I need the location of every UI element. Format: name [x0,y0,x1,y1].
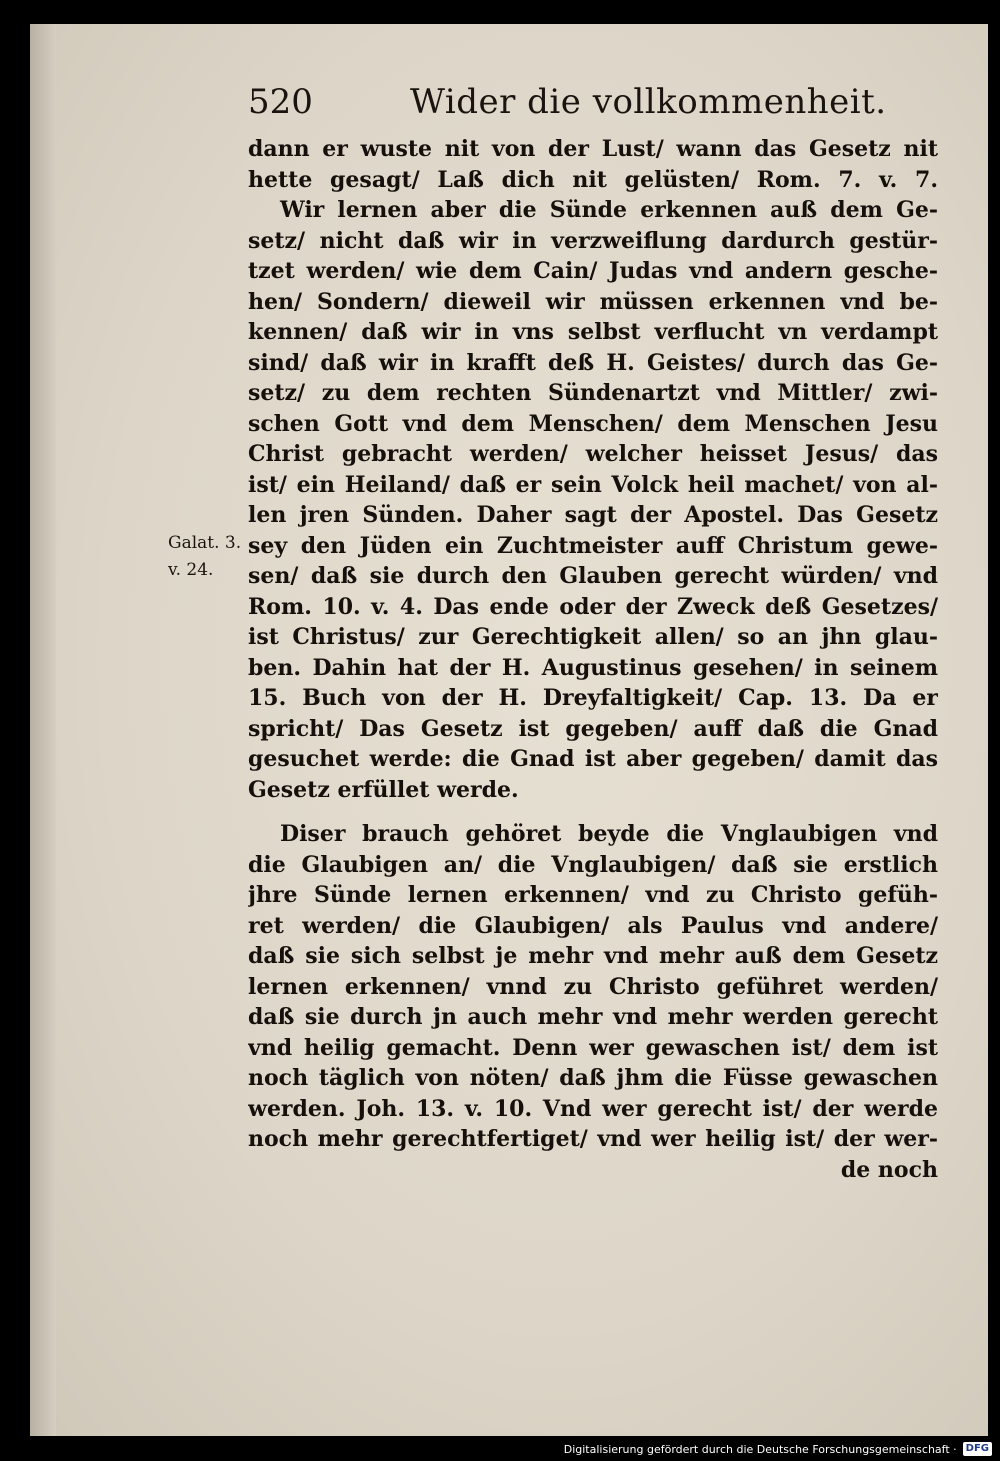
text-line: Diser brauch gehöret beyde die Vnglaubigen vnd [280,821,938,847]
text-line: hette gesagt/ Laß dich nit gelüsten/ Rom. 7. v. 7. [248,166,938,193]
catchword: de noch [840,1156,938,1183]
text-line: schen Gott vnd dem Menschen/ dem Menschen Jesu [248,410,938,437]
marginal-note [168,530,241,584]
text-line: 15. Buch von der H. Dreyfaltigkeit/ Cap. 13. Da er [248,685,938,711]
text-line: sind/ daß wir in krafft deß H. Geistes/ durch das Ge- [248,349,938,376]
text-line: noch mehr gerechtfertiget/ vnd wer heilig ist/ der wer- [248,1126,938,1152]
text-line: Rom. 10. v. 4. Das ende oder der Zweck deß Gesetzes/ [248,593,938,620]
text-line: sey den Jüden ein Zuchtmeister auff Christum gewe- [248,532,938,559]
credit-text: Digitalisierung gefördert durch die Deutsche Forschungsgemeinschaft · [563,1442,957,1456]
text-line: gesuchet werde: die Gnad ist aber gegeben/ damit das [248,746,938,772]
text-line: Wir lernen aber die Sünde erkennen auß dem Ge- [280,197,938,223]
text-line: daß sie durch jn auch mehr vnd mehr werden gerecht [248,1004,938,1030]
page-number: 520 [248,82,313,122]
text-line: vnd heilig gemacht. Denn wer gewaschen ist/ dem ist [248,1034,938,1061]
running-head: Wider die vollkommenheit. [410,82,887,122]
body-text [248,134,938,1185]
text-line: ist Christus/ zur Gerechtigkeit allen/ so an jhn glau- [248,624,938,650]
text-line: noch täglich von nöten/ daß jhm die Füsse gewaschen [248,1065,938,1091]
text-line: setz/ nicht daß wir in verzweiflung dardurch gestür- [248,227,938,254]
text-line: kennen/ daß wir in vns selbst verflucht vn verdampt [248,319,938,345]
text-line: daß sie sich selbst je mehr vnd mehr auß dem Gesetz [248,943,938,969]
text-line: die Glaubigen an/ die Vnglaubigen/ daß sie erstlich [248,851,938,878]
paragraph-gap [248,805,938,819]
text-line: ist/ ein Heiland/ daß er sein Volck heil machet/ von al- [248,471,938,498]
text-line: werden. Joh. 13. v. 10. Vnd wer gerecht ist/ der werde [248,1095,938,1122]
dfg-logo-icon: DFG [963,1442,992,1456]
marginal-note-line: v. 24. [168,560,214,580]
page-gutter-edge [30,24,56,1436]
text-line: Christ gebracht werden/ welcher heisset Jesus/ das [248,441,938,467]
text-line: Gesetz erfüllet werde. [248,776,519,803]
digitization-credit [564,1440,992,1458]
text-line: ret werden/ die Glaubigen/ als Paulus vnd andere/ [248,912,938,939]
text-line: setz/ zu dem rechten Sündenartzt vnd Mittler/ zwi- [248,380,938,406]
text-line: tzet werden/ wie dem Cain/ Judas vnd andern gesche- [248,258,938,284]
text-line: spricht/ Das Gesetz ist gegeben/ auff daß die Gnad [248,715,938,742]
text-line: dann er wuste nit von der Lust/ wann das Gesetz nit [248,136,938,162]
text-line: jhre Sünde lernen erkennen/ vnd zu Christo gefüh- [248,882,938,908]
text-line: len jren Sünden. Daher sagt der Apostel. Das Gesetz [248,502,938,528]
text-line: ben. Dahin hat der H. Augustinus gesehen/ in seinem [248,654,938,681]
text-line: sen/ daß sie durch den Glauben gerecht würden/ vnd [248,563,938,589]
marginal-note-line: Galat. 3. [168,533,242,553]
text-line: lernen erkennen/ vnnd zu Christo geführet werden/ [248,973,938,1000]
text-line: hen/ Sondern/ dieweil wir müssen erkennen vnd be- [248,288,938,315]
